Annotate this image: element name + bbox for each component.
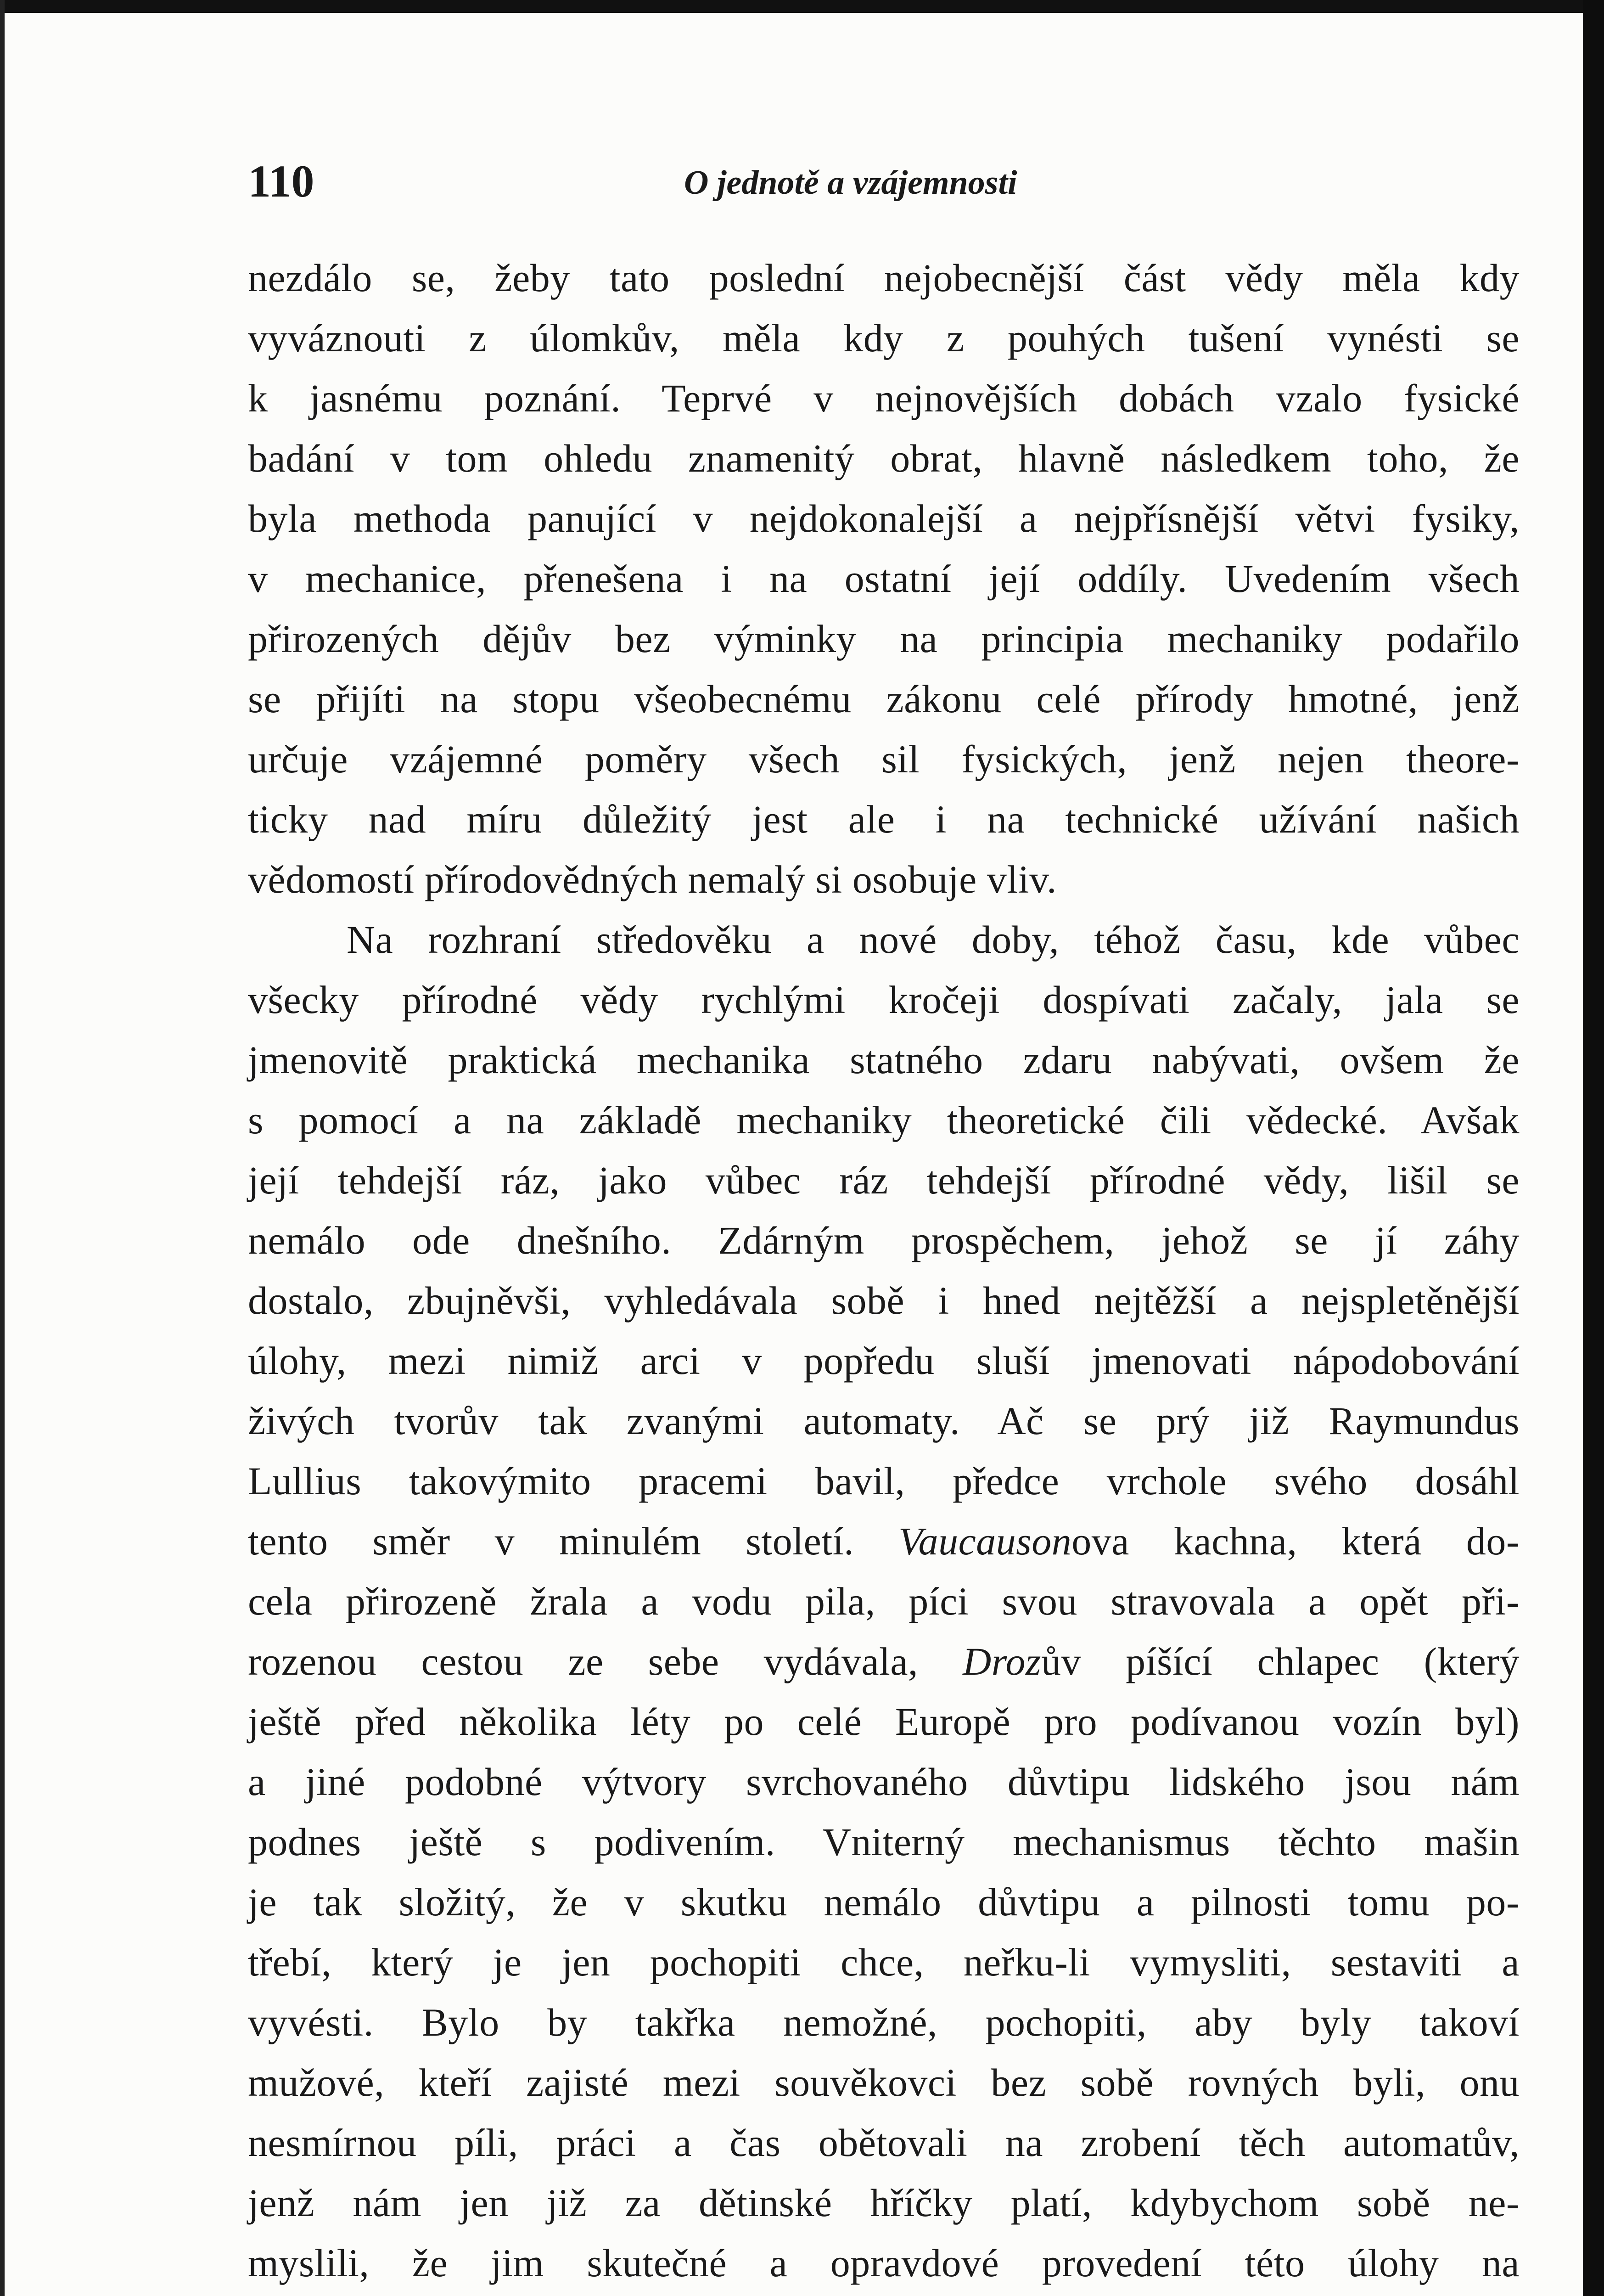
paragraph-start-line: Na rozhraní středověku a nové doby, téhož času, kde vůbec — [347, 917, 1520, 962]
text-line: badání v tom ohledu znamenitý obrat, hlavně následkem toho, že — [248, 436, 1520, 480]
italic-name-vaucauson: Vaucauson — [898, 1519, 1072, 1563]
italic-name-droz: Droz — [963, 1639, 1042, 1683]
text-line: je tak složitý, že v skutku nemálo důvtipu a pilnosti tomu po- — [248, 1880, 1520, 1924]
text-segment: ova kachna, která do- — [1071, 1519, 1520, 1563]
text-line: třebí, který je jen pochopiti chce, neřku-li vymysliti, sestaviti a — [248, 1940, 1520, 1984]
text-line: Lullius takovýmito pracemi bavil, předce vrchole svého dosáhl — [248, 1459, 1520, 1503]
text-line: její tehdejší ráz, jako vůbec ráz tehdejší přírodné vědy, lišil se — [248, 1158, 1520, 1202]
text-line: v mechanice, přenešena i na ostatní její oddíly. Uvedením všech — [248, 557, 1520, 601]
scan-border-left — [0, 0, 5, 2296]
text-line: myslili, že jim skutečné a opravdové provedení této úlohy na — [248, 2241, 1520, 2285]
text-line: s pomocí a na základě mechaniky theoretické čili vědecké. Avšak — [248, 1098, 1520, 1142]
text-segment: ův píšící chlapec (který — [1041, 1639, 1520, 1683]
body-text — [248, 248, 1520, 2296]
paragraph-end-line: vědomostí přírodovědných nemalý si osobuje vliv. — [248, 857, 1057, 901]
text-line — [248, 2293, 1520, 2296]
text-line: vyváznouti z úlomkův, měla kdy z pouhých tušení vynésti se — [248, 316, 1520, 360]
text-line: nesmírnou píli, práci a čas obětovali na zrobení těch automatův, — [248, 2121, 1520, 2165]
text-line: a jiné podobné výtvory svrchovaného důvtipu lidského jsou nám — [248, 1760, 1520, 1804]
text-line: dostalo, zbujněvši, vyhledávala sobě i hned nejtěžší a nejspletěnější — [248, 1278, 1520, 1322]
page-number: 110 — [248, 156, 314, 207]
text-line: všecky přírodné vědy rychlými kročeji dospívati začaly, jala se — [248, 978, 1520, 1022]
text-line: se přijíti na stopu všeobecnému zákonu celé přírody hmotné, jenž — [248, 677, 1520, 721]
running-title: O jednotě a vzájemnosti — [684, 164, 1017, 202]
text-line: úlohy, mezi nimiž arci v popředu sluší jmenovati nápodobování — [248, 1339, 1520, 1383]
text-line: byla methoda panující v nejdokonalejší a nejpřísnější větvi fysiky, — [248, 496, 1520, 540]
text-line: živých tvorův tak zvanými automaty. Ač se prý již Raymundus — [248, 1399, 1520, 1443]
text-line: určuje vzájemné poměry všech sil fysických, jenž nejen theore- — [248, 737, 1520, 781]
text-line-with-italic — [248, 1632, 1520, 1692]
text-line: ještě před několika léty po celé Europě pro podívanou vozín byl) — [248, 1699, 1520, 1744]
text-line: nezdálo se, žeby tato poslední nejobecnější část vědy měla kdy — [248, 256, 1520, 300]
text-line: přirozených dějův bez výminky na principia mechaniky podařilo — [248, 617, 1520, 661]
text-line: jenž nám jen již za dětinské hříčky platí, kdybychom sobě ne- — [248, 2181, 1520, 2225]
text-segment: tento směr v minulém století. — [248, 1519, 899, 1563]
text-line: vyvésti. Bylo by takřka nemožné, pochopiti, aby byly takoví — [248, 2000, 1520, 2044]
text-line: ticky nad míru důležitý jest ale i na technické užívání našich — [248, 797, 1520, 841]
scan-border-top — [0, 0, 1604, 13]
text-line: cela přirozeně žrala a vodu pila, píci svou stravovala a opět při- — [248, 1579, 1520, 1623]
text-line: k jasnému poznání. Teprvé v nejnovějších dobách vzalo fysické — [248, 376, 1520, 420]
text-line: jmenovitě praktická mechanika statného zdaru nabývati, ovšem že — [248, 1038, 1520, 1082]
text-segment: rozenou cestou ze sebe vydávala, — [248, 1639, 963, 1683]
text-line: nemálo ode dnešního. Zdárným prospěchem, jehož se jí záhy — [248, 1218, 1520, 1262]
page-header — [248, 152, 1520, 211]
scan-border-right — [1583, 0, 1604, 2296]
text-line-with-italic — [248, 1511, 1520, 1571]
text-line: podnes ještě s podivením. Vniterný mechanismus těchto mašin — [248, 1820, 1520, 1864]
text-line: mužové, kteří zajisté mezi souvěkovci bez sobě rovných byli, onu — [248, 2060, 1520, 2105]
